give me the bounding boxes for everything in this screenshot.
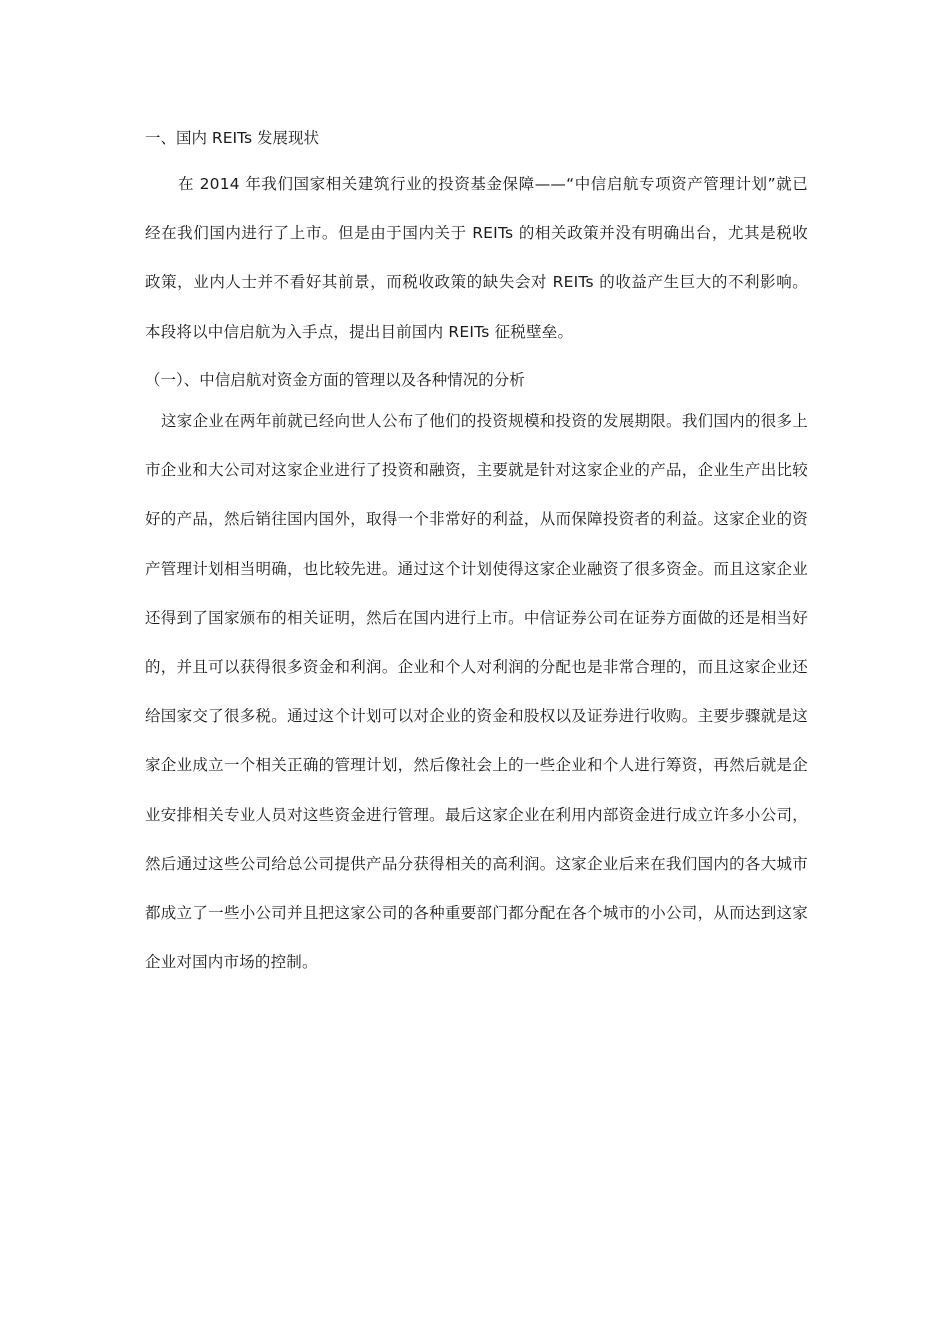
- section-paragraph-2: 这家企业在两年前就已经向世人公布了他们的投资规模和投资的发展期限。我们国内的很多上市企业和大公司对这家企业进行了投资和融资，主要就是针对这家企业的产品，企业生产出比较好的产品，然后销往国内国外，取得一个非常好的利益，从而保障投资者的利益。这家企业的资产管理计划相当明确，也比较先进。通过这个计划使得这家企业融资了很多资金。而且这家企业还得到了国家颁布的相关证明，然后在国内进行上市。中信证券公司在证券方面做的还是相当好的，并且可以获得很多资金和利润。企业和个人对利润的分配也是非常合理的，而且这家企业还给国家交了很多税。通过这个计划可以对企业的资金和股权以及证券进行收购。主要步骤就是这家企业成立一个相关正确的管理计划，然后像社会上的一些企业和个人进行筹资，再然后就是企业安排相关专业人员对这些资金进行管理。最后这家企业在利用内部资金进行成立许多小公司，然后通过这些公司给总公司提供产品分获得相关的高利润。这家企业后来在我们国内的各大城市都成立了一些小公司并且把这家公司的各种重要部门都分配在各个城市的小公司，从而达到这家企业对国内市场的控制。: [145, 412, 808, 972]
- section-heading-2: （一）、中信启航对资金方面的管理以及各种情况的分析: [145, 371, 525, 389]
- section-heading-1: 一、国内 REITs 发展现状: [145, 129, 319, 147]
- section-paragraph-1: 在 2014 年我们国家相关建筑行业的投资基金保障——“中信启航专项资产管理计划”就已经在我们国内进行了上市。但是由于国内关于 REITs 的相关政策并没有明确出台，尤其是税收政策，业内人士并不看好其前景，而税收政策的缺失会对 REITs 的收益产生巨大的不利影响。本段将以中信启航为入手点，提出目前国内 REITs 征税壁垒。: [145, 175, 808, 341]
